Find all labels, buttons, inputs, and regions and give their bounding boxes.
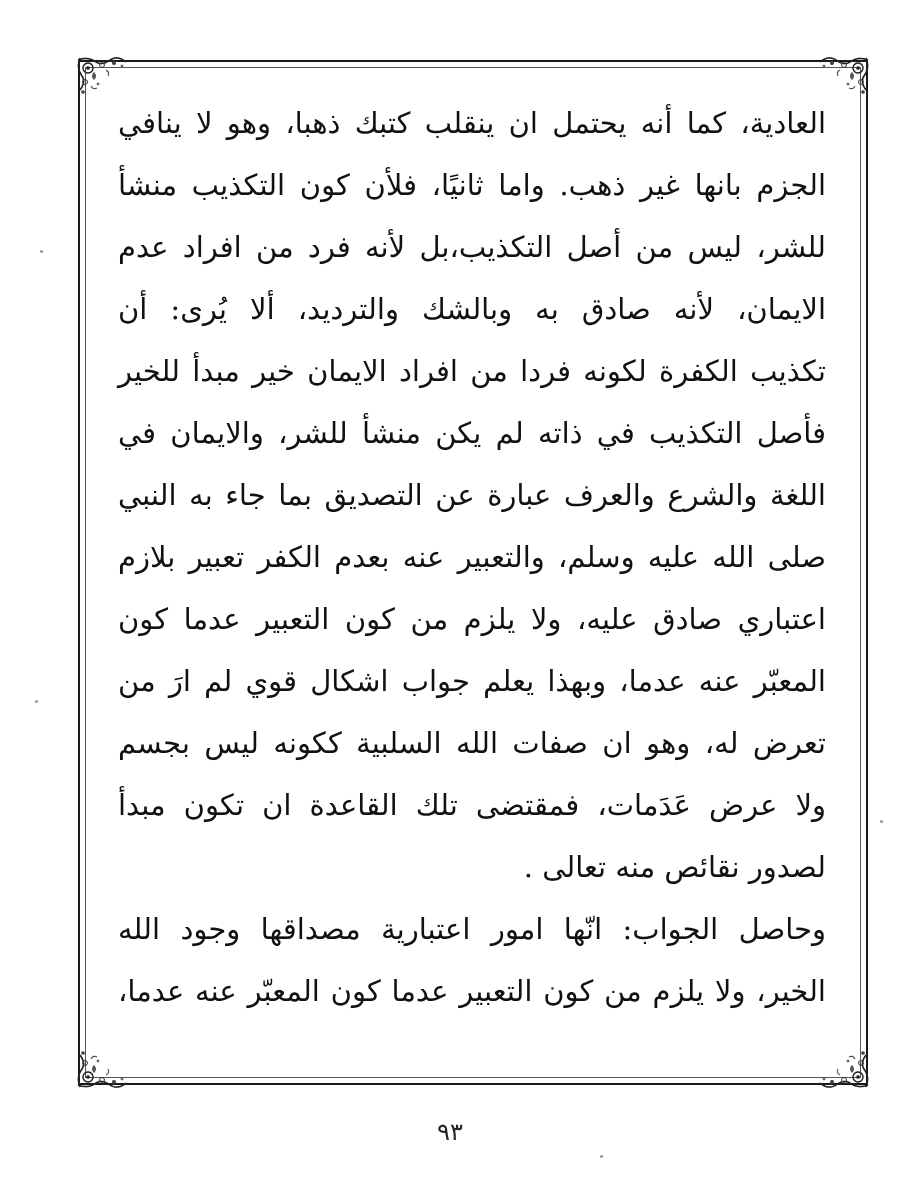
text-line-7: اللغة والشرع والعرف عبارة عن التصديق بما جاء به النبي <box>118 478 826 512</box>
text-line-6: فأصل التكذيب في ذاته لم يكن منشأ للشر، والايمان في <box>118 416 826 450</box>
text-line-8: صلى الله عليه وسلم، والتعبير عنه بعدم الكفر تعبير بلازم <box>118 540 826 574</box>
text-line-2: الجزم بانها غير ذهب. واما ثانيًا، فلأن كون التكذيب منشأ <box>118 168 826 202</box>
scan-speck <box>40 250 43 253</box>
floral-corner-ornament-icon <box>808 56 870 98</box>
scan-speck <box>600 1155 603 1158</box>
scan-speck <box>880 820 883 823</box>
text-line-12: ولا عرض عَدَمات، فمقتضى تلك القاعدة ان تكون مبدأ <box>118 788 826 822</box>
text-line-5: تكذيب الكفرة لكونه فردا من افراد الايمان خير مبدأ للخير <box>118 354 826 388</box>
text-line-4: الايمان، لأنه صادق به وبالشك والترديد، ألا يُرى: أن <box>118 292 826 326</box>
text-line-9: اعتباري صادق عليه، ولا يلزم من كون التعبير عدما كون <box>118 602 826 636</box>
text-line-10: المعبّر عنه عدما، وبهذا يعلم جواب اشكال قوي لم ارَ من <box>118 664 826 698</box>
arabic-body-text <box>118 92 826 1022</box>
text-line-1: العادية، كما أنه يحتمل ان ينقلب كتبك ذهبا، وهو لا ينافي <box>118 106 827 140</box>
text-line-3: للشر، ليس من أصل التكذيب،بل لأنه فرد من افراد عدم <box>118 230 826 264</box>
floral-corner-ornament-icon <box>76 1047 138 1089</box>
page-number: ٩٣ <box>437 1118 463 1146</box>
text-line-14: وحاصل الجواب: انّها امور اعتبارية مصداقها وجود الله <box>118 912 826 946</box>
floral-corner-ornament-icon <box>76 56 138 98</box>
text-line-13: لصدور نقائص منه تعالى . <box>523 850 826 884</box>
text-line-11: تعرض له، وهو ان صفات الله السلبية ككونه ليس بجسم <box>118 726 826 760</box>
page-border-frame <box>78 60 868 1085</box>
text-line-15: الخير، ولا يلزم من كون التعبير عدما كون المعبّر عنه عدما، <box>118 974 826 1008</box>
floral-corner-ornament-icon <box>808 1047 870 1089</box>
scan-speck <box>35 700 38 703</box>
